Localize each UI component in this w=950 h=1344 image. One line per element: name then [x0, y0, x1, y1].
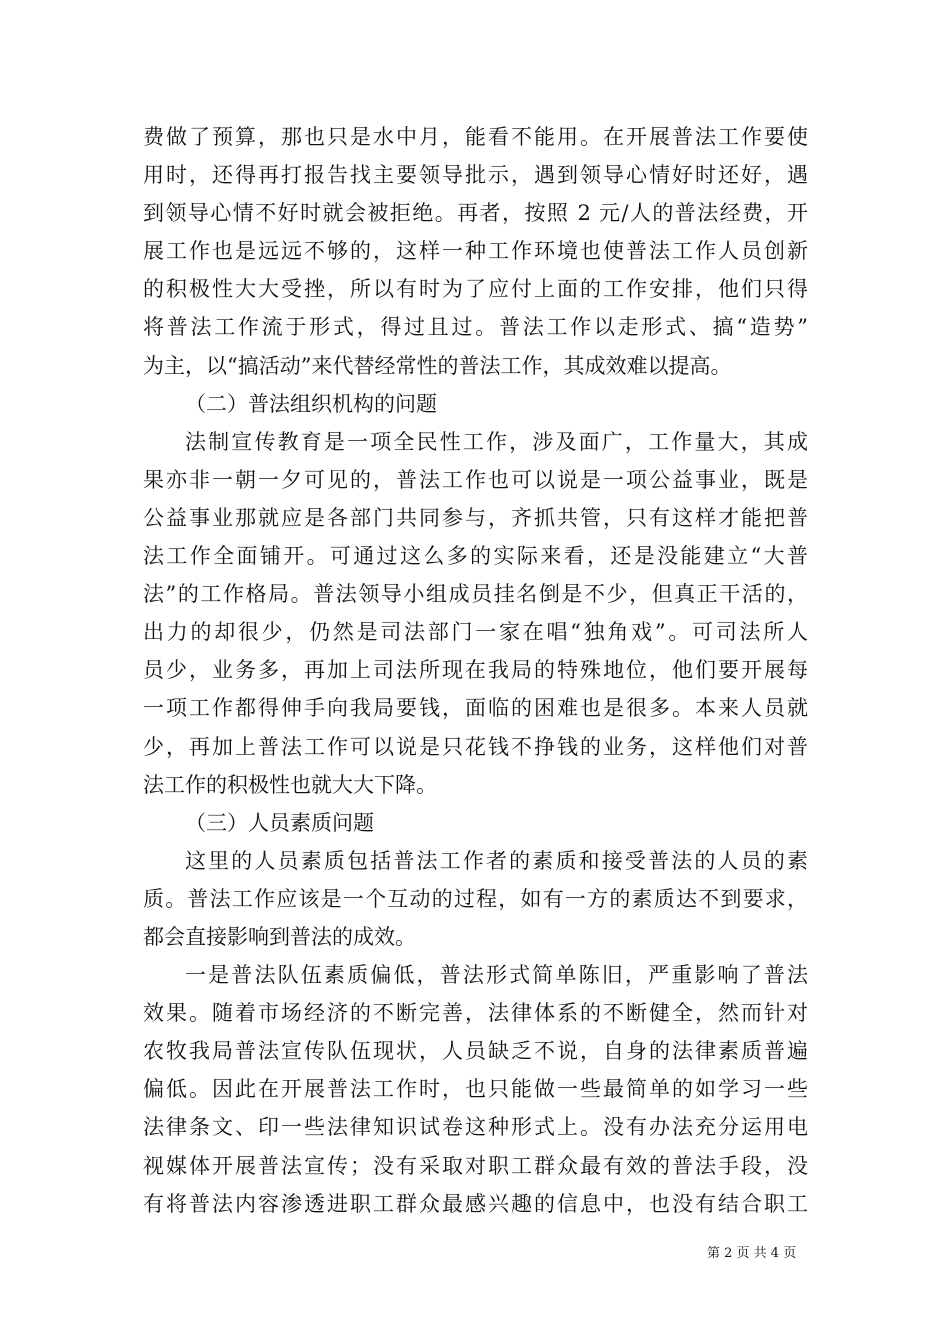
text-line: 出力的却很少，仍然是司法部门一家在唱“独角戏”。可司法所人	[143, 620, 808, 645]
section-heading: （二）普法组织机构的问题	[185, 391, 437, 416]
section-heading: （三）人员素质问题	[185, 810, 374, 835]
text-line: 将普法工作流于形式，得过且过。普法工作以走形式、搞“造势”	[143, 315, 808, 340]
text-line: 这里的人员素质包括普法工作者的素质和接受普法的人员的素	[185, 848, 808, 873]
page-number-footer: 第 2 页 共 4 页	[707, 1246, 797, 1261]
text-line: 的积极性大大受挫，所以有时为了应付上面的工作安排，他们只得	[143, 277, 808, 302]
text-line: 质。普法工作应该是一个互动的过程，如有一方的素质达不到要求，	[143, 886, 808, 911]
text-line: 到领导心情不好时就会被拒绝。再者，按照 2 元/人的普法经费，开	[143, 201, 808, 226]
text-line: 法”的工作格局。普法领导小组成员挂名倒是不少，但真正干活的，	[143, 582, 808, 607]
text-line: 偏低。因此在开展普法工作时，也只能做一些最简单的如学习一些	[143, 1077, 808, 1102]
text-line: 农牧我局普法宣传队伍现状，人员缺乏不说，自身的法律素质普遍	[143, 1039, 808, 1064]
text-line: 用时，还得再打报告找主要领导批示，遇到领导心情好时还好，遇	[143, 163, 808, 188]
text-line: 一项工作都得伸手向我局要钱，面临的困难也是很多。本来人员就	[143, 696, 808, 721]
body-text	[143, 118, 808, 1223]
text-line: 公益事业那就应是各部门共同参与，齐抓共管，只有这样才能把普	[143, 505, 808, 530]
text-line: 果亦非一朝一夕可见的，普法工作也可以说是一项公益事业，既是	[143, 467, 808, 492]
text-line: 都会直接影响到普法的成效。	[143, 924, 416, 949]
text-line: 为主，以“搞活动”来代替经常性的普法工作，其成效难以提高。	[143, 353, 732, 378]
text-line: 法工作的积极性也就大大下降。	[143, 772, 437, 797]
text-line: 员少，业务多，再加上司法所现在我局的特殊地位，他们要开展每	[143, 658, 808, 683]
text-line: 展工作也是远远不够的，这样一种工作环境也使普法工作人员创新	[143, 239, 808, 264]
text-line: 法制宣传教育是一项全民性工作，涉及面广，工作量大，其成	[185, 429, 808, 454]
text-line: 视媒体开展普法宣传；没有采取对职工群众最有效的普法手段，没	[143, 1153, 808, 1178]
text-line: 法律条文、印一些法律知识试卷这种形式上。没有办法充分运用电	[143, 1115, 808, 1140]
text-line: 费做了预算，那也只是水中月，能看不能用。在开展普法工作要使	[143, 125, 808, 149]
text-line: 有将普法内容渗透进职工群众最感兴趣的信息中，也没有结合职工	[143, 1191, 808, 1216]
text-line: 效果。随着市场经济的不断完善，法律体系的不断健全，然而针对	[143, 1001, 808, 1026]
text-line: 一是普法队伍素质偏低，普法形式简单陈旧，严重影响了普法	[185, 963, 808, 988]
text-line: 少，再加上普法工作可以说是只花钱不挣钱的业务，这样他们对普	[143, 734, 808, 759]
text-line: 法工作全面铺开。可通过这么多的实际来看，还是没能建立“大普	[143, 544, 808, 569]
